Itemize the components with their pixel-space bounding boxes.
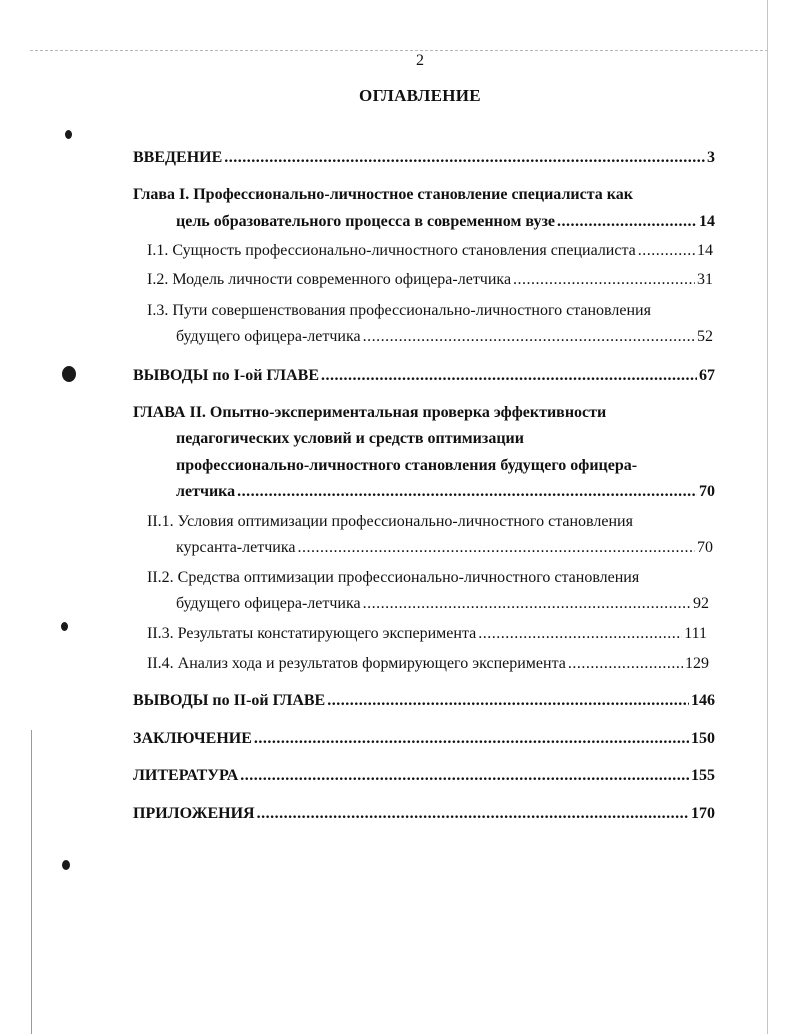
scan-top-rule — [30, 50, 768, 51]
dot-leader — [321, 365, 697, 387]
toc-page-number: 111 — [684, 625, 707, 642]
toc-page-number: 52 — [697, 328, 713, 345]
dot-leader — [327, 690, 689, 712]
toc-entry-label: курсанта-летчика — [176, 539, 296, 556]
dot-leader — [237, 481, 697, 503]
toc-entry-chapter2 — [133, 402, 715, 424]
toc-entry-label: I.2. Модель личности современного офицера-летчика — [147, 271, 512, 288]
toc-page-number: 70 — [699, 483, 715, 500]
toc-entry-label: ВВЕДЕНИЕ — [133, 149, 223, 166]
toc-entry-section-1-1 — [147, 240, 713, 262]
toc-entry-label: будущего офицера-летчика — [176, 328, 361, 345]
toc-page-number: 14 — [699, 213, 715, 230]
toc-entry-label: ПРИЛОЖЕНИЯ — [133, 805, 255, 822]
dot-leader — [478, 623, 682, 645]
toc-entry-label: II.1. Условия оптимизации профессионально-личностного становления — [147, 513, 633, 530]
dot-leader — [254, 728, 689, 750]
toc-entry-chapter1-cont — [176, 211, 715, 233]
toc-entry-chapter2-cont — [176, 455, 715, 477]
toc-entry-section-1-3-cont — [176, 326, 713, 348]
toc-entry-label: I.1. Сущность профессионально-личностного становления специалиста — [147, 242, 636, 259]
page-title: ОГЛАВЛЕНИЕ — [359, 86, 481, 105]
dot-leader — [297, 537, 695, 559]
scan-right-edge — [767, 0, 768, 1034]
toc-entry-label: летчика — [176, 483, 236, 500]
toc-entry-intro — [133, 147, 715, 169]
toc-page-number: 70 — [697, 539, 713, 556]
toc-entry-label: I.3. Пути совершенствования профессионально-личностного становления — [147, 302, 651, 319]
toc-entry-label: Глава I. Профессионально-личностное становление специалиста как — [133, 186, 633, 203]
toc-entry-label: II.4. Анализ хода и результатов формирующего эксперимента — [147, 655, 566, 672]
toc-entry-section-2-1-cont — [176, 537, 713, 559]
toc-entry-appendices — [133, 803, 715, 825]
toc-entry-section-2-4 — [147, 653, 709, 675]
toc-entry-conclusions-1 — [133, 365, 715, 387]
toc-entry-label: педагогических условий и средств оптимизации — [176, 430, 524, 447]
scan-left-edge — [31, 730, 32, 1034]
toc-entry-label: профессионально-личностного становления будущего офицера- — [176, 457, 638, 474]
toc-entry-section-1-3 — [147, 300, 713, 322]
dot-leader — [363, 593, 691, 615]
toc-entry-section-2-2 — [147, 567, 713, 589]
toc-entry-chapter2-cont — [176, 481, 715, 503]
dot-leader — [513, 269, 695, 291]
toc-entry-section-2-2-cont — [176, 593, 709, 615]
scan-speck — [65, 130, 72, 139]
toc-entry-conclusions-2 — [133, 690, 715, 712]
toc-page-number: 3 — [707, 149, 715, 166]
scan-speck — [62, 366, 76, 382]
toc-page-number: 92 — [693, 595, 709, 612]
toc-page-number: 14 — [697, 242, 713, 259]
dot-leader — [557, 211, 697, 233]
dot-leader — [568, 653, 683, 675]
toc-page-number: 31 — [697, 271, 713, 288]
toc-entry-label: ЗАКЛЮЧЕНИЕ — [133, 730, 252, 747]
toc-page-number: 129 — [685, 655, 709, 672]
toc-page-number: 146 — [691, 692, 715, 709]
toc-page-number: 67 — [699, 367, 715, 384]
toc-entry-section-2-3 — [147, 623, 707, 645]
toc-entry-literature — [133, 765, 715, 787]
dot-leader — [638, 240, 695, 262]
dot-leader — [363, 326, 695, 348]
dot-leader — [224, 147, 705, 169]
toc-page-number: 155 — [691, 767, 715, 784]
toc-entry-conclusion — [133, 728, 715, 750]
dot-leader — [240, 765, 689, 787]
toc-entry-label: II.2. Средства оптимизации профессионально-личностного становления — [147, 569, 640, 586]
scan-speck — [62, 860, 70, 870]
toc-entry-label: будущего офицера-летчика — [176, 595, 361, 612]
toc-entry-label: цель образовательного процесса в современном вузе — [176, 213, 555, 230]
toc-entry-label: ЛИТЕРАТУРА — [133, 767, 239, 784]
toc-entry-chapter2-cont — [176, 428, 715, 450]
toc-entry-chapter1 — [133, 184, 715, 206]
toc-page-number: 150 — [691, 730, 715, 747]
scan-speck — [61, 622, 68, 631]
toc-entry-label: ВЫВОДЫ по II-ой ГЛАВЕ — [133, 692, 326, 709]
page-number: 2 — [416, 52, 424, 69]
dot-leader — [257, 803, 689, 825]
toc-entry-label: ГЛАВА II. Опытно-экспериментальная проверка эффективности — [133, 404, 607, 421]
toc-entry-section-1-2 — [147, 269, 713, 291]
toc-page-number: 170 — [691, 805, 715, 822]
toc-entry-label: ВЫВОДЫ по I-ой ГЛАВЕ — [133, 367, 319, 384]
toc-entry-section-2-1 — [147, 511, 713, 533]
toc-entry-label: II.3. Результаты констатирующего эксперимента — [147, 625, 477, 642]
